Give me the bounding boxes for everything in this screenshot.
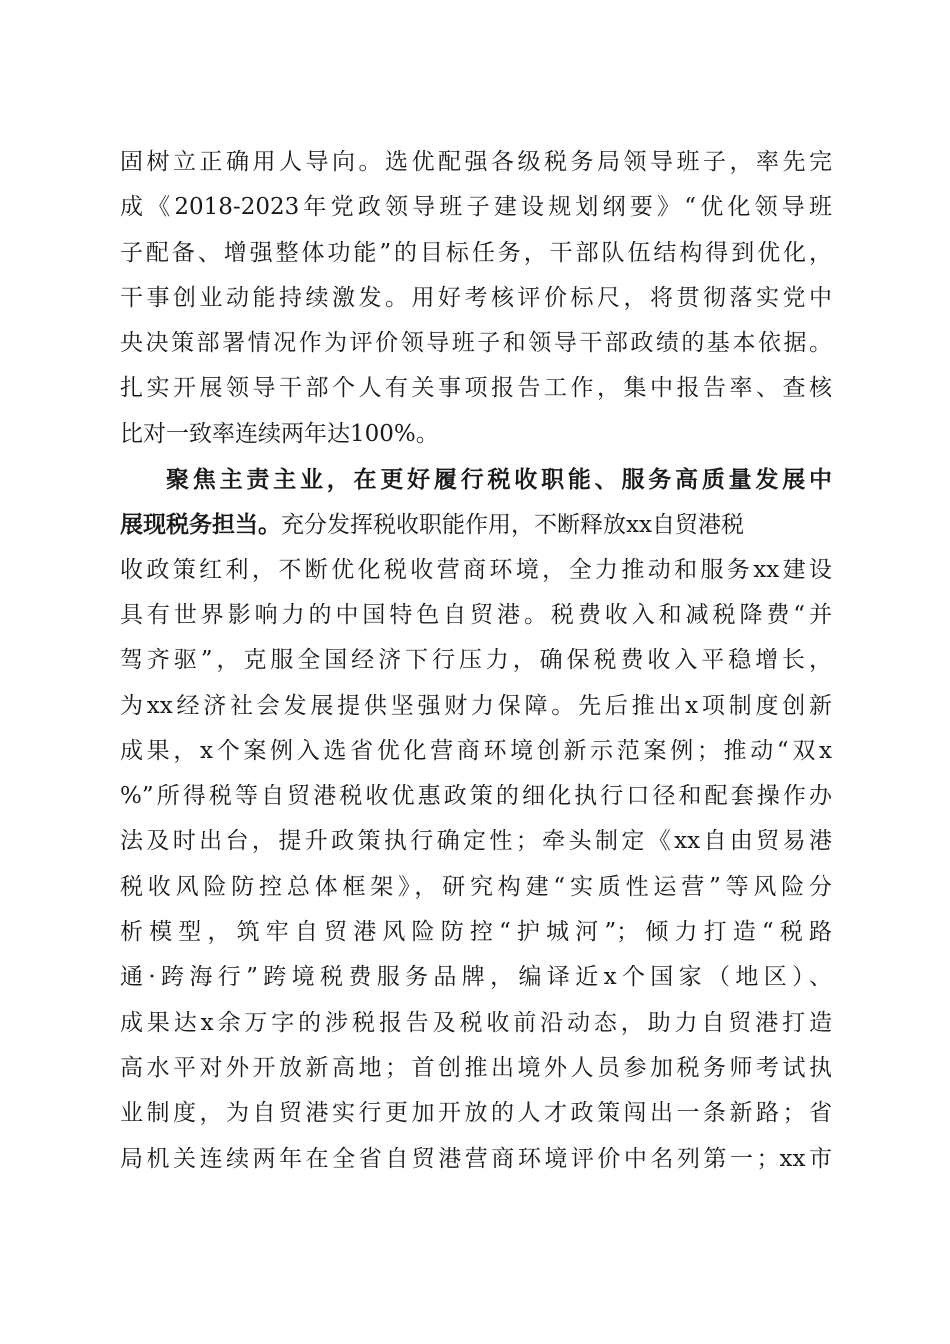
text-line: 成果达x余万字的涉税报告及税收前沿动态，助力自贸港打造	[120, 1009, 832, 1036]
body-text	[120, 140, 832, 1182]
text-line: 为xx经济社会发展提供坚强财力保障。先后推出x项制度创新	[120, 692, 832, 719]
section-heading: 聚焦主责主业，在更好履行税收职能、服务高质量发展中	[166, 466, 832, 494]
text-line: 固树立正确用人导向。选优配强各级税务局领导班子，率先完	[120, 149, 832, 175]
section-heading-end: 展现税务担当。	[120, 511, 281, 539]
text-line: 干事创业动能持续激发。用好考核评价标尺，将贯彻落实党中	[120, 284, 832, 311]
text-line: 扎实开展领导干部个人有关事项报告工作，集中报告率、查核	[120, 375, 832, 402]
text-line: 法及时出台，提升政策执行确定性；牵头制定《xx自由贸易港	[120, 828, 832, 855]
text-line: 高水平对外开放新高地；首创推出境外人员参加税务师考试执	[120, 1054, 832, 1081]
text-line-mixed	[120, 502, 832, 547]
text-line: 驾齐驱”，克服全国经济下行压力，确保税费收入平稳增长，	[120, 647, 832, 674]
text-line: 子配备、增强整体功能”的目标任务，干部队伍结构得到优化，	[120, 239, 832, 266]
text-line: 比对一致率连续两年达100%。	[120, 420, 439, 447]
text-line: 成果，x个案例入选省优化营商环境创新示范案例；推动“双x	[120, 737, 832, 764]
text-line: 税收风险防控总体框架》，研究构建“实质性运营”等风险分	[120, 873, 832, 900]
text-line: 通·跨海行”跨境税费服务品牌，编译近x个国家（地区）、	[120, 964, 832, 991]
text-line: 收政策红利，不断优化税收营商环境，全力推动和服务xx建设	[120, 556, 832, 583]
text-line: 成《2018-2023年党政领导班子建设规划纲要》“优化领导班	[120, 194, 832, 221]
text-line: 局机关连续两年在全省自贸港营商环境评价中名列第一；xx市	[120, 1145, 832, 1172]
text-line: 析模型，筑牢自贸港风险防控“护城河”；倾力打造“税路	[120, 919, 832, 946]
text-line: 业制度，为自贸港实行更加开放的人才政策闯出一条新路；省	[120, 1100, 832, 1127]
text-line: %”所得税等自贸港税收优惠政策的细化执行口径和配套操作办	[120, 783, 832, 810]
text-line: 央决策部署情况作为评价领导班子和领导干部政绩的基本依据。	[120, 330, 832, 357]
text-line: 具有世界影响力的中国特色自贸港。税费收入和减税降费“并	[120, 601, 832, 628]
text-line-inline: 充分发挥税收职能作用，不断释放xx自贸港税	[281, 512, 744, 539]
